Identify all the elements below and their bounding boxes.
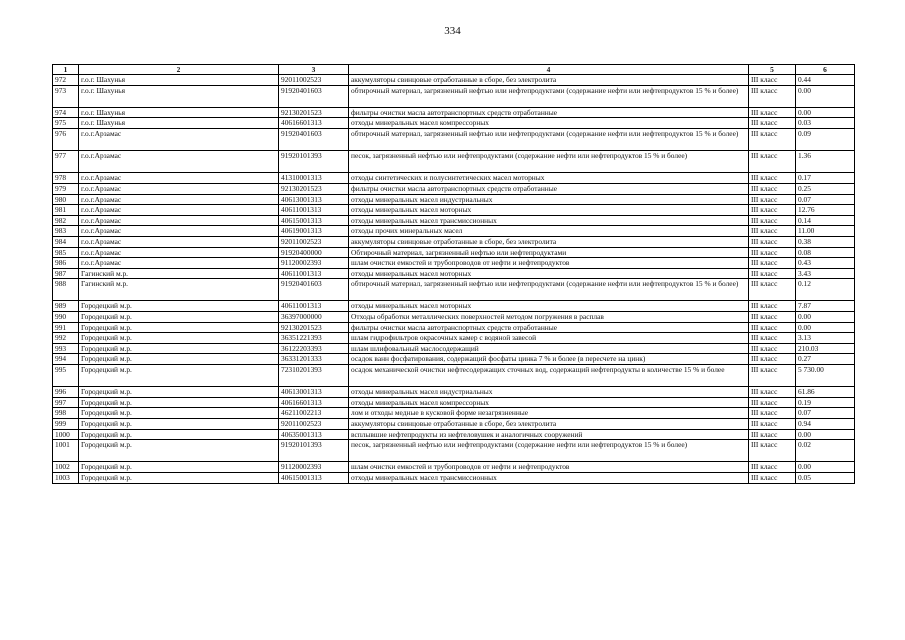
waste-code-cell: 40615001313 <box>279 215 349 226</box>
waste-description-cell: отходы минеральных масел трансмиссионных <box>349 215 749 226</box>
hazard-class-cell: III класс <box>749 151 796 173</box>
waste-code-cell: 36397000000 <box>279 312 349 323</box>
waste-description-cell: осадок ванн фосфатирования, содержащий фосфаты цинка 7 % и более (в пересчете на цинк) <box>349 354 749 365</box>
table-row <box>53 85 855 107</box>
row-number-cell: 975 <box>53 118 79 129</box>
waste-description-cell: шлам очистки емкостей и трубопроводов от нефти и нефтепродуктов <box>349 258 749 269</box>
row-number-cell: 985 <box>53 247 79 258</box>
header-col-6: 6 <box>796 65 855 75</box>
row-number-cell: 987 <box>53 268 79 279</box>
hazard-class-cell: III класс <box>749 419 796 430</box>
waste-description-cell: аккумуляторы свинцовые отработанные в сборе, без электролита <box>349 236 749 247</box>
waste-description-cell: песок, загрязненный нефтью или нефтепродуктами (содержание нефти или нефтепродуктов 15 % и более) <box>349 151 749 173</box>
row-number-cell: 994 <box>53 354 79 365</box>
municipality-cell: Городецкий м.р. <box>79 343 279 354</box>
municipality-cell: Городецкий м.р. <box>79 387 279 398</box>
amount-cell: 0.00 <box>796 462 855 473</box>
hazard-class-cell: III класс <box>749 205 796 216</box>
table-row <box>53 472 855 483</box>
hazard-class-cell: III класс <box>749 247 796 258</box>
municipality-cell: г.о.г.Арзамас <box>79 236 279 247</box>
waste-description-cell: шлам шлифовальный маслосодержащий <box>349 343 749 354</box>
header-col-3: 3 <box>279 65 349 75</box>
amount-cell: 210.03 <box>796 343 855 354</box>
waste-code-cell: 40616601313 <box>279 118 349 129</box>
municipality-cell: г.о.г.Арзамас <box>79 226 279 237</box>
amount-cell: 0.44 <box>796 75 855 86</box>
amount-cell: 0.07 <box>796 408 855 419</box>
waste-code-cell: 92011002523 <box>279 236 349 247</box>
table-row <box>53 301 855 312</box>
amount-cell: 0.09 <box>796 128 855 150</box>
waste-description-cell: песок, загрязненный нефтью или нефтепродуктами (содержание нефти или нефтепродуктов 15 % и более) <box>349 440 749 462</box>
row-number-cell: 999 <box>53 419 79 430</box>
waste-table <box>52 64 855 484</box>
hazard-class-cell: III класс <box>749 472 796 483</box>
header-col-1: 1 <box>53 65 79 75</box>
municipality-cell: г.о.г.Арзамас <box>79 205 279 216</box>
municipality-cell: Гагинский м.р. <box>79 279 279 301</box>
municipality-cell: г.о.г.Арзамас <box>79 128 279 150</box>
municipality-cell: г.о.г.Арзамас <box>79 183 279 194</box>
table-row <box>53 333 855 344</box>
hazard-class-cell: III класс <box>749 85 796 107</box>
page-number: 334 <box>444 25 461 37</box>
amount-cell: 0.00 <box>796 312 855 323</box>
table-header-row <box>53 65 855 75</box>
amount-cell: 0.12 <box>796 279 855 301</box>
table-row <box>53 429 855 440</box>
municipality-cell: г.о.г. Шахунья <box>79 107 279 118</box>
row-number-cell: 997 <box>53 397 79 408</box>
amount-cell: 0.00 <box>796 107 855 118</box>
row-number-cell: 978 <box>53 173 79 184</box>
municipality-cell: г.о.г. Шахунья <box>79 118 279 129</box>
municipality-cell: г.о.г.Арзамас <box>79 151 279 173</box>
table-row <box>53 107 855 118</box>
waste-code-cell: 91920401603 <box>279 85 349 107</box>
row-number-cell: 1000 <box>53 429 79 440</box>
municipality-cell: Городецкий м.р. <box>79 354 279 365</box>
waste-description-cell: отходы минеральных масел индустриальных <box>349 387 749 398</box>
municipality-cell: г.о.г.Арзамас <box>79 194 279 205</box>
table-body <box>53 75 855 484</box>
table-row <box>53 268 855 279</box>
amount-cell: 3.13 <box>796 333 855 344</box>
row-number-cell: 995 <box>53 365 79 387</box>
table-row <box>53 215 855 226</box>
hazard-class-cell: III класс <box>749 215 796 226</box>
municipality-cell: г.о.г.Арзамас <box>79 173 279 184</box>
row-number-cell: 992 <box>53 333 79 344</box>
row-number-cell: 976 <box>53 128 79 150</box>
waste-description-cell: шлам гидрофильтров окрасочных камер с водяной завесой <box>349 333 749 344</box>
waste-description-cell: аккумуляторы свинцовые отработанные в сборе, без электролита <box>349 75 749 86</box>
municipality-cell: Городецкий м.р. <box>79 397 279 408</box>
waste-description-cell: фильтры очистки масла автотранспортных средств отработанные <box>349 107 749 118</box>
hazard-class-cell: III класс <box>749 440 796 462</box>
table-row <box>53 322 855 333</box>
waste-code-cell: 92130201523 <box>279 107 349 118</box>
table-row <box>53 343 855 354</box>
municipality-cell: Городецкий м.р. <box>79 408 279 419</box>
waste-code-cell: 91920401603 <box>279 279 349 301</box>
hazard-class-cell: III класс <box>749 343 796 354</box>
table-row <box>53 258 855 269</box>
waste-description-cell: аккумуляторы свинцовые отработанные в сборе, без электролита <box>349 419 749 430</box>
row-number-cell: 986 <box>53 258 79 269</box>
amount-cell: 0.07 <box>796 194 855 205</box>
waste-description-cell: отходы минеральных масел индустриальных <box>349 194 749 205</box>
amount-cell: 3.43 <box>796 268 855 279</box>
amount-cell: 5 730.00 <box>796 365 855 387</box>
municipality-cell: Городецкий м.р. <box>79 301 279 312</box>
waste-code-cell: 40619001313 <box>279 226 349 237</box>
waste-code-cell: 46211002213 <box>279 408 349 419</box>
waste-code-cell: 91920401603 <box>279 128 349 150</box>
waste-description-cell: лом и отходы медные в кусковой форме незагрязненные <box>349 408 749 419</box>
municipality-cell: Городецкий м.р. <box>79 440 279 462</box>
hazard-class-cell: III класс <box>749 173 796 184</box>
amount-cell: 0.05 <box>796 472 855 483</box>
row-number-cell: 984 <box>53 236 79 247</box>
hazard-class-cell: III класс <box>749 462 796 473</box>
row-number-cell: 974 <box>53 107 79 118</box>
waste-description-cell: отходы синтетических и полусинтетических масел моторных <box>349 173 749 184</box>
hazard-class-cell: III класс <box>749 312 796 323</box>
municipality-cell: Городецкий м.р. <box>79 429 279 440</box>
amount-cell: 0.27 <box>796 354 855 365</box>
row-number-cell: 988 <box>53 279 79 301</box>
table-row <box>53 183 855 194</box>
municipality-cell: Городецкий м.р. <box>79 333 279 344</box>
waste-code-cell: 36331201333 <box>279 354 349 365</box>
table-row <box>53 408 855 419</box>
hazard-class-cell: III класс <box>749 429 796 440</box>
row-number-cell: 998 <box>53 408 79 419</box>
hazard-class-cell: III класс <box>749 333 796 344</box>
waste-description-cell: Обтирочный материал, загрязненный нефтью или нефтепродуктами <box>349 247 749 258</box>
table-row <box>53 205 855 216</box>
row-number-cell: 1002 <box>53 462 79 473</box>
waste-description-cell: отходы минеральных масел компрессорных <box>349 118 749 129</box>
amount-cell: 0.08 <box>796 247 855 258</box>
table-row <box>53 226 855 237</box>
table-row <box>53 173 855 184</box>
table-row <box>53 387 855 398</box>
waste-code-cell: 91120002393 <box>279 258 349 269</box>
waste-code-cell: 41310001313 <box>279 173 349 184</box>
municipality-cell: Гагинский м.р. <box>79 268 279 279</box>
amount-cell: 0.43 <box>796 258 855 269</box>
municipality-cell: г.о.г.Арзамас <box>79 247 279 258</box>
hazard-class-cell: III класс <box>749 236 796 247</box>
hazard-class-cell: III класс <box>749 118 796 129</box>
waste-description-cell: обтирочный материал, загрязненный нефтью или нефтепродуктами (содержание нефти или нефтепродуктов 15 % и более) <box>349 279 749 301</box>
amount-cell: 12.76 <box>796 205 855 216</box>
waste-description-cell: обтирочный материал, загрязненный нефтью или нефтепродуктами (содержание нефти или нефтепродуктов 15 % и более) <box>349 128 749 150</box>
hazard-class-cell: III класс <box>749 408 796 419</box>
hazard-class-cell: III класс <box>749 183 796 194</box>
table-row <box>53 236 855 247</box>
hazard-class-cell: III класс <box>749 279 796 301</box>
waste-code-cell: 40611001313 <box>279 301 349 312</box>
waste-code-cell: 36351221393 <box>279 333 349 344</box>
waste-code-cell: 72310201393 <box>279 365 349 387</box>
header-col-5: 5 <box>749 65 796 75</box>
hazard-class-cell: III класс <box>749 322 796 333</box>
amount-cell: 0.00 <box>796 85 855 107</box>
table-row <box>53 118 855 129</box>
waste-code-cell: 91920400000 <box>279 247 349 258</box>
waste-code-cell: 91920101393 <box>279 151 349 173</box>
table-row <box>53 128 855 150</box>
waste-description-cell: отходы минеральных масел компрессорных <box>349 397 749 408</box>
waste-code-cell: 40613001313 <box>279 387 349 398</box>
amount-cell: 0.94 <box>796 419 855 430</box>
hazard-class-cell: III класс <box>749 258 796 269</box>
table-row <box>53 365 855 387</box>
header-col-2: 2 <box>79 65 279 75</box>
waste-code-cell: 91920101393 <box>279 440 349 462</box>
waste-description-cell: отходы минеральных масел трансмиссионных <box>349 472 749 483</box>
hazard-class-cell: III класс <box>749 194 796 205</box>
row-number-cell: 1001 <box>53 440 79 462</box>
table-row <box>53 312 855 323</box>
municipality-cell: г.о.г.Арзамас <box>79 258 279 269</box>
amount-cell: 0.17 <box>796 173 855 184</box>
table-row <box>53 397 855 408</box>
row-number-cell: 990 <box>53 312 79 323</box>
hazard-class-cell: III класс <box>749 226 796 237</box>
row-number-cell: 983 <box>53 226 79 237</box>
municipality-cell: Городецкий м.р. <box>79 462 279 473</box>
hazard-class-cell: III класс <box>749 387 796 398</box>
row-number-cell: 982 <box>53 215 79 226</box>
waste-code-cell: 92011002523 <box>279 419 349 430</box>
waste-code-cell: 92130201523 <box>279 322 349 333</box>
hazard-class-cell: III класс <box>749 128 796 150</box>
row-number-cell: 991 <box>53 322 79 333</box>
table-row <box>53 194 855 205</box>
table-row <box>53 75 855 86</box>
waste-description-cell: обтирочный материал, загрязненный нефтью или нефтепродуктами (содержание нефти или нефтепродуктов 15 % и более) <box>349 85 749 107</box>
waste-code-cell: 40611001313 <box>279 268 349 279</box>
hazard-class-cell: III класс <box>749 268 796 279</box>
row-number-cell: 996 <box>53 387 79 398</box>
amount-cell: 0.00 <box>796 322 855 333</box>
waste-description-cell: всплывшие нефтепродукты из нефтеловушек и аналогичных сооружений <box>349 429 749 440</box>
hazard-class-cell: III класс <box>749 397 796 408</box>
row-number-cell: 972 <box>53 75 79 86</box>
row-number-cell: 981 <box>53 205 79 216</box>
amount-cell: 0.02 <box>796 440 855 462</box>
waste-description-cell: фильтры очистки масла автотранспортных средств отработанные <box>349 183 749 194</box>
header-col-4: 4 <box>349 65 749 75</box>
waste-code-cell: 40613001313 <box>279 194 349 205</box>
table-row <box>53 247 855 258</box>
municipality-cell: г.о.г.Арзамас <box>79 215 279 226</box>
hazard-class-cell: III класс <box>749 107 796 118</box>
hazard-class-cell: III класс <box>749 301 796 312</box>
waste-description-cell: отходы прочих минеральных масел <box>349 226 749 237</box>
amount-cell: 61.86 <box>796 387 855 398</box>
waste-description-cell: отходы минеральных масел моторных <box>349 268 749 279</box>
amount-cell: 0.38 <box>796 236 855 247</box>
waste-description-cell: отходы минеральных масел моторных <box>349 301 749 312</box>
municipality-cell: Городецкий м.р. <box>79 419 279 430</box>
row-number-cell: 1003 <box>53 472 79 483</box>
waste-description-cell: осадок механической очистки нефтесодержащих сточных вод, содержащий нефтепродукты в количестве 15 % и более <box>349 365 749 387</box>
amount-cell: 7.87 <box>796 301 855 312</box>
waste-code-cell: 36122203393 <box>279 343 349 354</box>
table-row <box>53 354 855 365</box>
municipality-cell: Городецкий м.р. <box>79 322 279 333</box>
amount-cell: 0.00 <box>796 429 855 440</box>
municipality-cell: г.о.г. Шахунья <box>79 85 279 107</box>
table-row <box>53 440 855 462</box>
row-number-cell: 973 <box>53 85 79 107</box>
table-row <box>53 279 855 301</box>
amount-cell: 1.36 <box>796 151 855 173</box>
row-number-cell: 993 <box>53 343 79 354</box>
hazard-class-cell: III класс <box>749 365 796 387</box>
waste-description-cell: фильтры очистки масла автотранспортных средств отработанные <box>349 322 749 333</box>
waste-code-cell: 40635001313 <box>279 429 349 440</box>
waste-code-cell: 92011002523 <box>279 75 349 86</box>
table-row <box>53 419 855 430</box>
hazard-class-cell: III класс <box>749 354 796 365</box>
row-number-cell: 980 <box>53 194 79 205</box>
municipality-cell: Городецкий м.р. <box>79 472 279 483</box>
row-number-cell: 979 <box>53 183 79 194</box>
row-number-cell: 977 <box>53 151 79 173</box>
waste-description-cell: Отходы обработки металлических поверхностей методом погружения в расплав <box>349 312 749 323</box>
amount-cell: 11.00 <box>796 226 855 237</box>
amount-cell: 0.19 <box>796 397 855 408</box>
amount-cell: 0.03 <box>796 118 855 129</box>
municipality-cell: Городецкий м.р. <box>79 365 279 387</box>
municipality-cell: г.о.г. Шахунья <box>79 75 279 86</box>
waste-code-cell: 40611001313 <box>279 205 349 216</box>
waste-code-cell: 92130201523 <box>279 183 349 194</box>
waste-description-cell: шлам очистки емкостей и трубопроводов от нефти и нефтепродуктов <box>349 462 749 473</box>
waste-code-cell: 91120002393 <box>279 462 349 473</box>
amount-cell: 0.25 <box>796 183 855 194</box>
table-row <box>53 462 855 473</box>
waste-code-cell: 40615001313 <box>279 472 349 483</box>
waste-code-cell: 40616601313 <box>279 397 349 408</box>
waste-description-cell: отходы минеральных масел моторных <box>349 205 749 216</box>
hazard-class-cell: III класс <box>749 75 796 86</box>
row-number-cell: 989 <box>53 301 79 312</box>
table-row <box>53 151 855 173</box>
amount-cell: 0.14 <box>796 215 855 226</box>
municipality-cell: Городецкий м.р. <box>79 312 279 323</box>
